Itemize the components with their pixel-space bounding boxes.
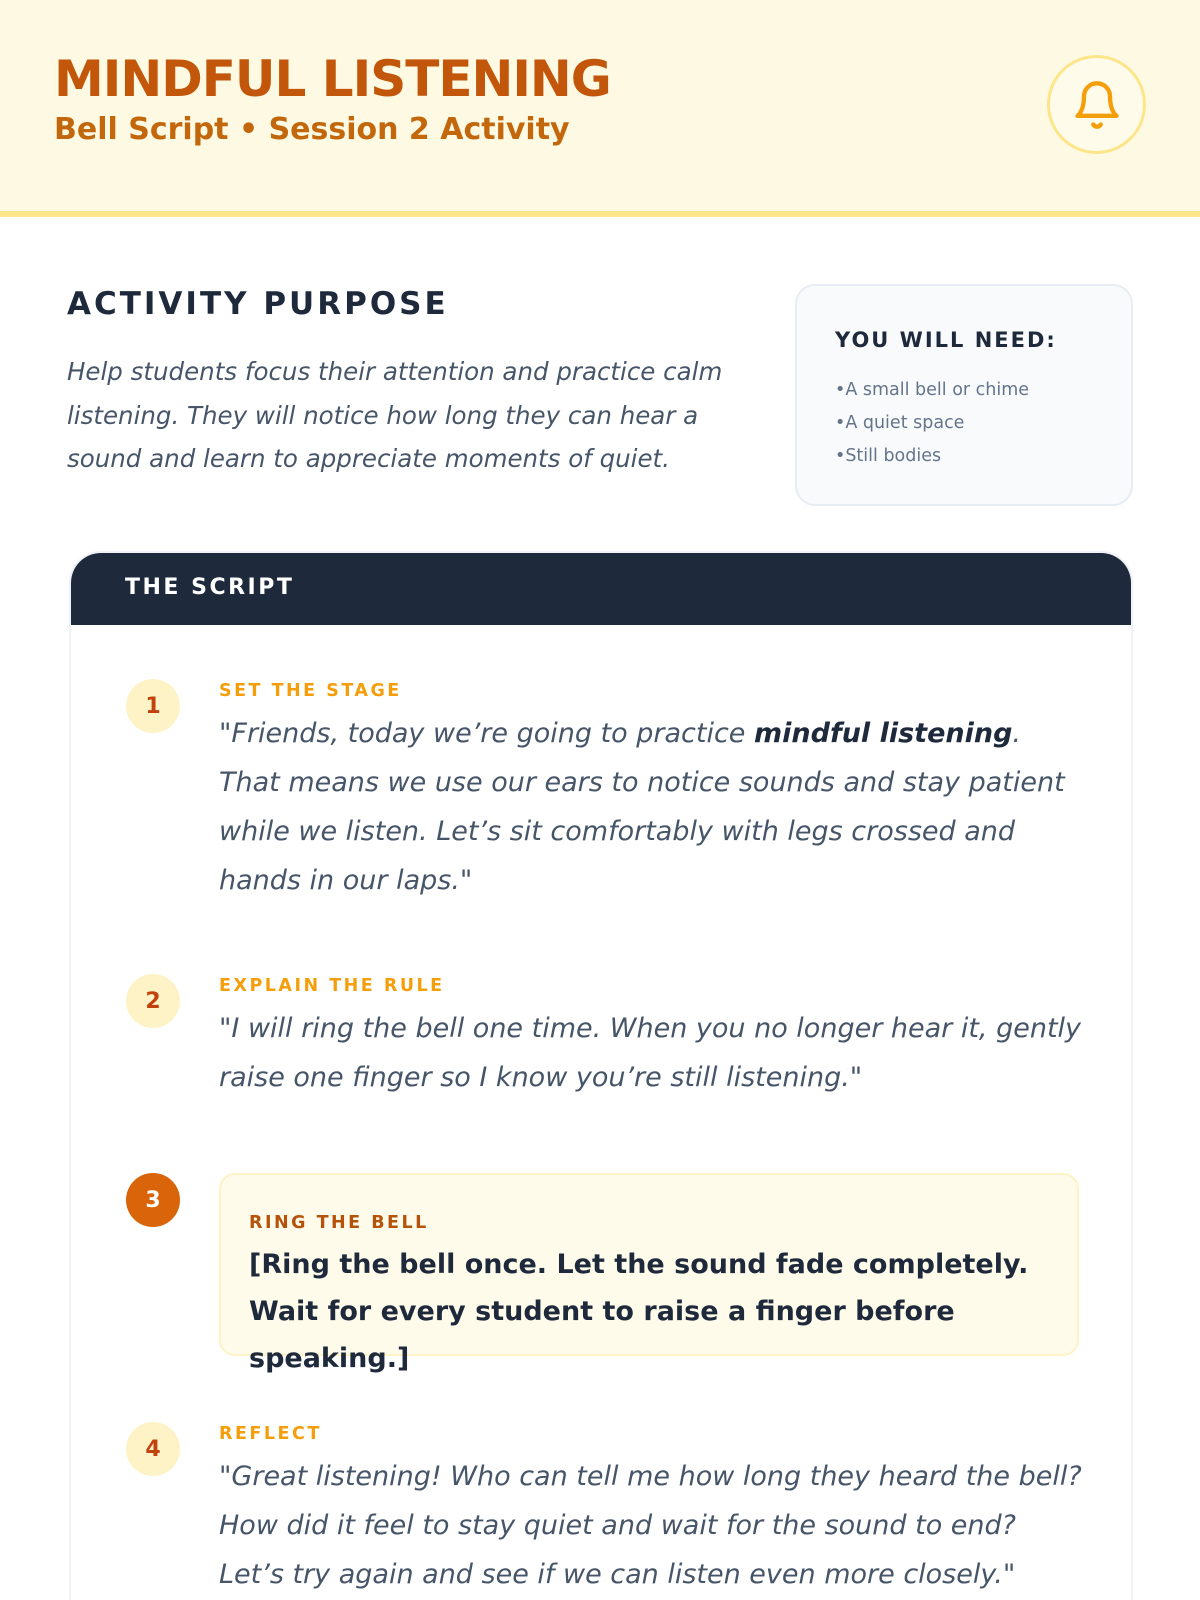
materials-item: • A small bell or chime bbox=[835, 374, 1029, 407]
materials-list bbox=[835, 374, 1029, 473]
step-number-4: 4 bbox=[126, 1422, 180, 1476]
purpose-text: Help students focus their attention and practice calm listening. They will notice how long they can hear a sound and learn to appreciate moments of quiet. bbox=[67, 357, 723, 473]
step-label-1: SET THE STAGE bbox=[219, 681, 402, 701]
bell-badge bbox=[1047, 55, 1146, 154]
step-text-3: [Ring the bell once. Let the sound fade completely. Wait for every student to raise a finger before speaking.] bbox=[249, 1249, 1029, 1374]
script-card bbox=[69, 551, 1133, 1600]
script-header-label: THE SCRIPT bbox=[125, 575, 295, 600]
step-label-3: RING THE BELL bbox=[249, 1213, 429, 1233]
step-text-1-emphasis: mindful listening bbox=[754, 718, 1013, 749]
bell-icon bbox=[1071, 79, 1123, 131]
materials-box bbox=[795, 284, 1133, 506]
page-title: MINDFUL LISTENING bbox=[54, 50, 611, 108]
step-number-2: 2 bbox=[126, 974, 180, 1028]
step-label-2: EXPLAIN THE RULE bbox=[219, 976, 445, 996]
purpose-heading: ACTIVITY PURPOSE bbox=[67, 286, 449, 322]
step-number-3: 3 bbox=[126, 1173, 180, 1227]
script-header-bar bbox=[71, 553, 1131, 625]
step-number-1: 1 bbox=[126, 679, 180, 733]
step-text-1-part: "Friends, today we’re going to practice bbox=[219, 718, 755, 749]
step-text-1 bbox=[219, 709, 1089, 905]
materials-item: • A quiet space bbox=[835, 407, 1029, 440]
step-label-4: REFLECT bbox=[219, 1424, 322, 1444]
step-text-1-part: . That means we use our ears to notice sounds and stay patient while we listen. Let’s sit comfortably with legs crossed and hands in our laps." bbox=[219, 718, 1065, 896]
step-text-2: "I will ring the bell one time. When you no longer hear it, gently raise one finger so I know you’re still listening." bbox=[219, 1013, 1082, 1093]
page-subtitle: Bell Script • Session 2 Activity bbox=[54, 112, 570, 147]
step-text-4: "Great listening! Who can tell me how long they heard the bell? How did it feel to stay quiet and wait for the sound to end? Let’s try again and see if we can listen even more closely." bbox=[219, 1461, 1082, 1590]
materials-item: • Still bodies bbox=[835, 440, 1029, 473]
step-3-callout bbox=[219, 1173, 1079, 1374]
page-header bbox=[0, 0, 1200, 217]
materials-title: YOU WILL NEED: bbox=[835, 328, 1057, 352]
